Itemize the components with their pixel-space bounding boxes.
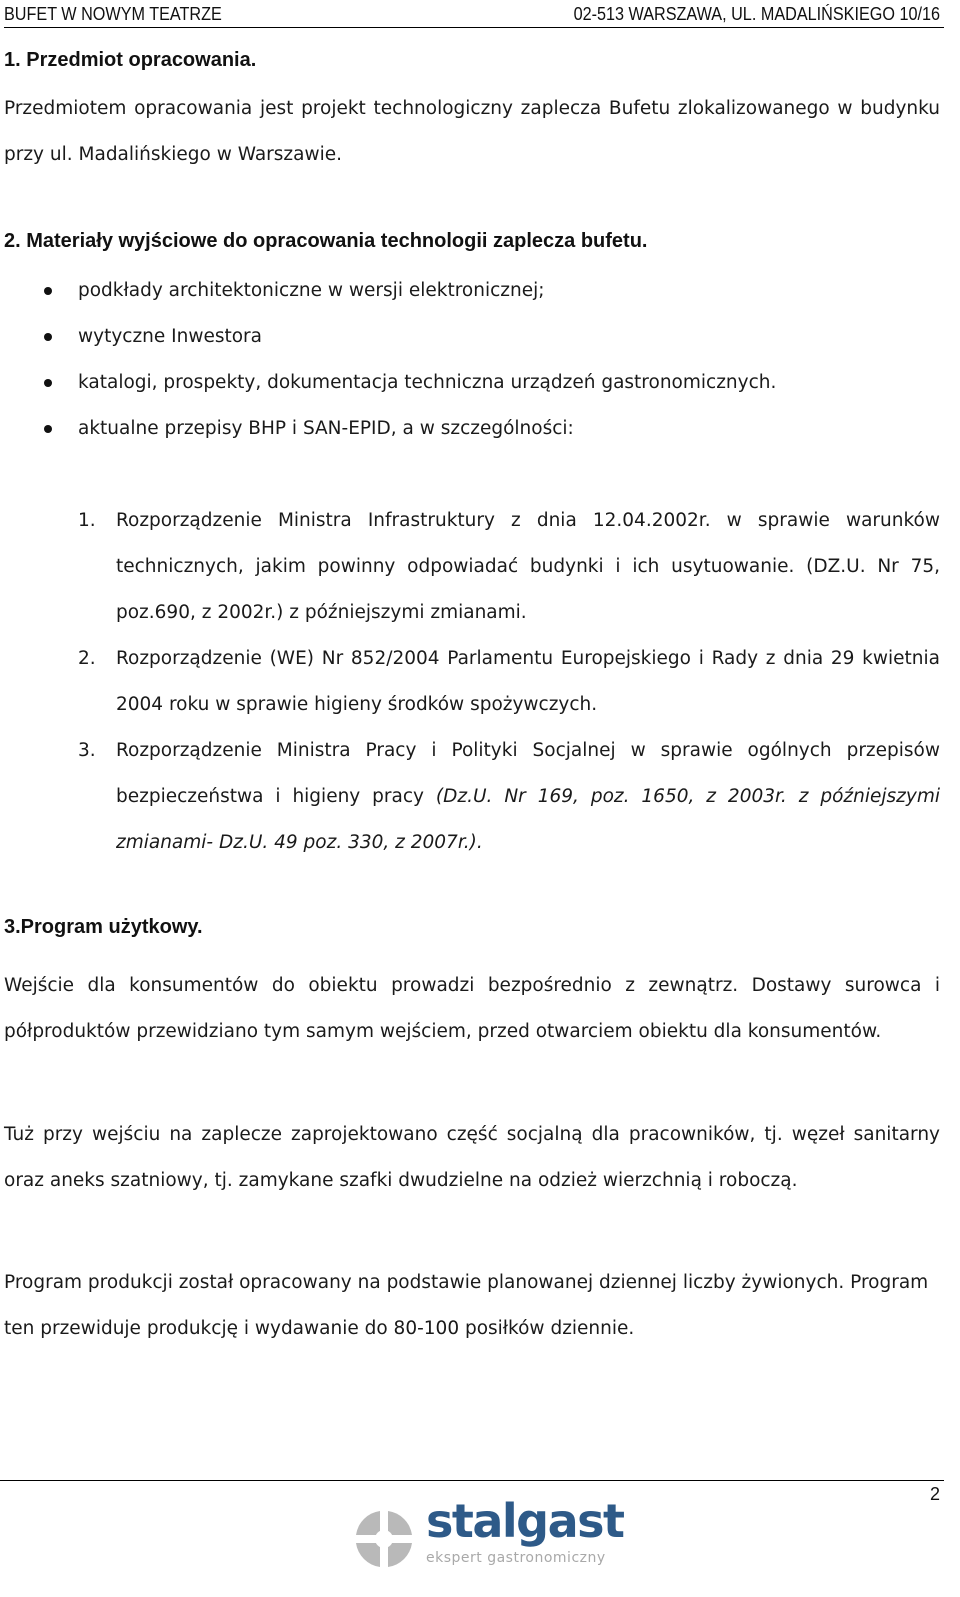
section-3-heading: 3.Program użytkowy.: [4, 916, 203, 938]
regulation-number: 1.: [78, 510, 96, 531]
logo-tagline: ekspert gastronomiczny: [426, 1550, 606, 1566]
section-1-heading: 1. Przedmiot opracowania.: [4, 49, 257, 71]
list-item: wytyczne Inwestora: [0, 314, 940, 360]
section-1-text: Przedmiotem opracowania jest projekt technologiczny zaplecza Bufetu zlokalizowanego w budynku przy ul. Madalińskiego w Warszawie.: [4, 98, 940, 165]
list-item: katalogi, prospekty, dokumentacja techniczna urządzeń gastronomicznych.: [0, 360, 940, 406]
regulation-number: 3.: [78, 740, 96, 761]
running-header: [4, 4, 940, 28]
page-number: 2: [929, 1484, 940, 1504]
regulations-list: [0, 498, 940, 866]
bullet-icon: [44, 333, 52, 341]
footer-rule: [0, 1480, 944, 1481]
list-item: podkłady architektoniczne w wersji elektronicznej;: [0, 268, 940, 314]
section-2-heading: 2. Materiały wyjściowe do opracowania technologii zaplecza bufetu.: [4, 230, 648, 252]
regulation-text: Rozporządzenie Ministra Infrastruktury z dnia 12.04.2002r. w sprawie warunków technicznych, jakim powinny odpowiadać budynki i ich usytuowanie. (DZ.U. Nr 75, poz.690, z 2002r.) z późniejszymi zmianami.: [116, 510, 940, 623]
regulation-item: [0, 498, 940, 636]
bullet-icon: [44, 425, 52, 433]
materials-list: [0, 268, 940, 452]
bullet-icon: [44, 379, 52, 387]
stalgast-logo-mark-icon: [350, 1505, 418, 1573]
header-left: BUFET W NOWYM TEATRZE: [4, 4, 222, 24]
regulation-number: 2.: [78, 648, 96, 669]
bullet-icon: [44, 287, 52, 295]
regulation-text: Rozporządzenie (WE) Nr 852/2004 Parlamentu Europejskiego i Rady z dnia 29 kwietnia 2004 roku w sprawie higieny środków spożywczych.: [116, 648, 940, 715]
header-right: 02-513 WARSZAWA, UL. MADALIŃSKIEGO 10/16: [573, 4, 940, 24]
regulation-item: [0, 636, 940, 728]
regulation-item: [0, 728, 940, 866]
regulation-text: Rozporządzenie Ministra Pracy i Polityki Socjalnej w sprawie ogólnych przepisów bezpieczeństwa i higieny pracy: [116, 740, 940, 807]
logo-wordmark: stalgast: [426, 1494, 624, 1548]
paragraph: Tuż przy wejściu na zaplecze zaprojektowano część socjalną dla pracowników, tj. węzeł sanitarny oraz aneks szatniowy, tj. zamykane szafki dwudzielne na odzież wierzchnią i roboczą.: [4, 1124, 940, 1191]
header-rule: [4, 27, 944, 28]
paragraph: Program produkcji został opracowany na podstawie planowanej dziennej liczby żywionych. Program ten przewiduje produkcję i wydawanie do 80-100 posiłków dziennie.: [4, 1272, 929, 1339]
regulation-citation: (Dz.U. Nr 169, poz. 1650, z 2003r. z późniejszymi zmianami- Dz.U. 49 poz. 330, z 2007r.).: [116, 786, 940, 853]
list-item: aktualne przepisy BHP i SAN-EPID, a w szczególności:: [0, 406, 940, 452]
paragraph: Wejście dla konsumentów do obiektu prowadzi bezpośrednio z zewnątrz. Dostawy surowca i półproduktów przewidziano tym samym wejściem, przed otwarciem obiektu dla konsumentów.: [4, 975, 940, 1042]
stalgast-logo: [350, 1494, 624, 1592]
